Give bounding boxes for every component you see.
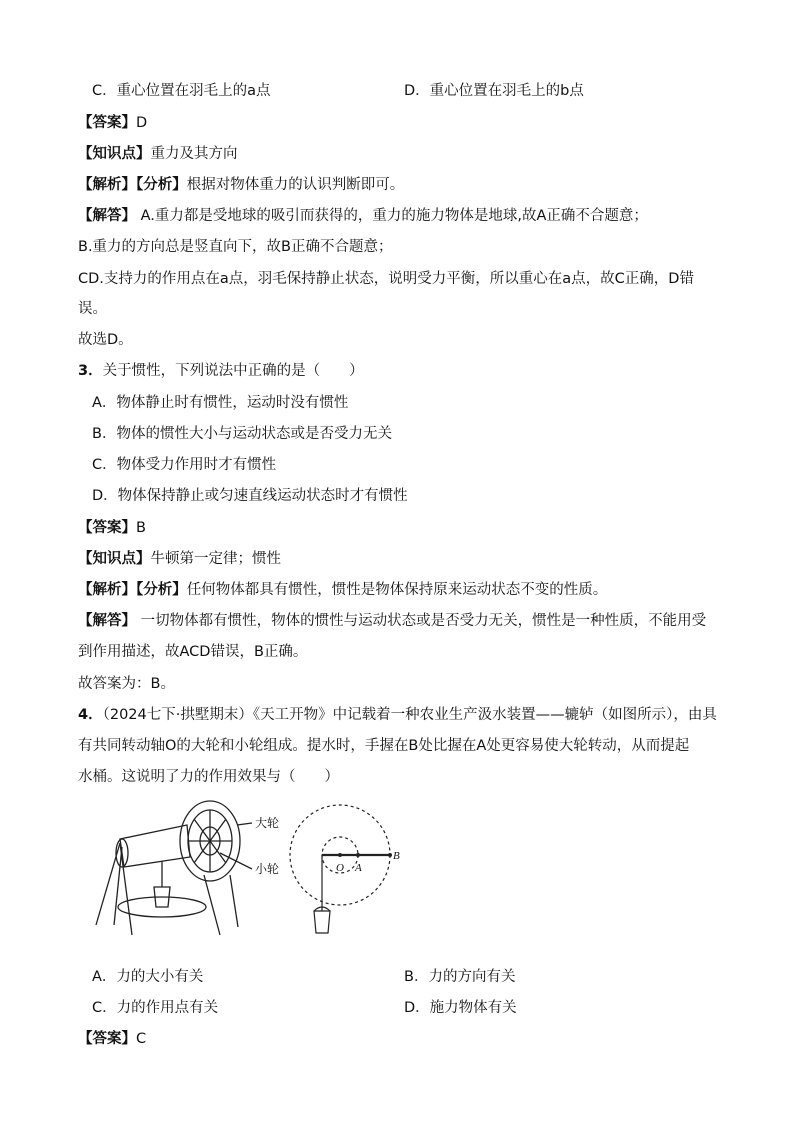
q2-solution-line-1 — [78, 205, 714, 227]
q2-option-c: C．重心位置在羽毛上的a点 — [92, 83, 271, 99]
q3-answer — [78, 517, 714, 539]
q4-stem-line-3: 水桶。这说明了力的作用效果与（ ） — [78, 769, 339, 785]
question-text: 关于惯性，下列说法中正确的是（ ） — [102, 363, 364, 379]
q2-conclusion: 故选D。 — [78, 332, 133, 348]
q2-answer — [78, 112, 714, 134]
solve-tag: 【解答】 — [78, 613, 136, 629]
q3-option-b: B．物体的惯性大小与运动状态或是否受力无关 — [92, 426, 392, 442]
question-number: 4． — [78, 707, 103, 723]
small-wheel-label: 小轮 — [255, 862, 280, 876]
answer-value: B — [136, 520, 146, 536]
q2-knowledge-point — [78, 143, 714, 165]
analysis-sub-tag: 【分析】 — [136, 177, 187, 193]
analysis-text: 根据对物体重力的认识判断即可。 — [186, 177, 405, 193]
analysis-sub-tag: 【分析】 — [136, 582, 187, 598]
q2-solution-line-2: B.重力的方向总是竖直向下，故B正确不合题意； — [78, 239, 393, 255]
answer-tag: 【答案】 — [78, 1031, 136, 1047]
solve-text: 一切物体都有惯性，物体的惯性与运动状态或是否受力无关，惯性是一种性质，不能用受 — [136, 613, 707, 629]
answer-value: C — [136, 1031, 147, 1047]
question-number: 3． — [78, 363, 103, 379]
point-o-label: O — [336, 862, 344, 874]
knowledge-tag: 【知识点】 — [78, 146, 151, 162]
q2-solution-line-4: 误。 — [78, 301, 107, 317]
q3-analysis — [78, 579, 714, 601]
q4-option-c: C．力的作用点有关 — [92, 1000, 219, 1016]
big-wheel-label: 大轮 — [255, 816, 280, 830]
analysis-tag: 【解析】 — [78, 177, 136, 193]
q3-option-a: A．物体静止时有惯性，运动时没有惯性 — [92, 395, 349, 411]
windlass-drawing — [96, 801, 252, 935]
solve-text: A.重力都是受地球的吸引而获得的，重力的施力物体是地球,故A正确不合题意； — [136, 208, 648, 224]
q2-option-d: D．重心位置在羽毛上的b点 — [404, 83, 584, 99]
q4-option-a: A．力的大小有关 — [92, 969, 204, 985]
q4-stem-line-2: 有共同转动轴O的大轮和小轮组成。提水时，手握在B处比握在A处更容易使大轮转动，从而提起 — [78, 738, 690, 754]
q4-option-d: D．施力物体有关 — [404, 1000, 517, 1016]
analysis-tag: 【解析】 — [78, 582, 136, 598]
q2-solution-line-3: CD.支持力的作用点在a点，羽毛保持静止状态，说明受力平衡，所以重心在a点，故C正确，D错 — [78, 271, 694, 287]
q3-stem — [78, 360, 714, 382]
question-text: （2024七下·拱墅期末）《天工开物》中记载着一种农业生产汲水装置——辘轳（如图所示），由具 — [102, 707, 717, 723]
answer-tag: 【答案】 — [78, 520, 136, 536]
answer-value: D — [136, 115, 148, 131]
answer-tag: 【答案】 — [78, 115, 136, 131]
q2-analysis — [78, 174, 714, 196]
q4-answer — [78, 1028, 714, 1050]
q3-option-c: C．物体受力作用时才有惯性 — [92, 457, 277, 473]
q3-option-d: D．物体保持静止或匀速直线运动状态时才有惯性 — [92, 488, 408, 504]
point-a-label: A — [355, 862, 362, 874]
q4-stem-line-1 — [78, 704, 717, 726]
q3-solution-line-1 — [78, 610, 714, 632]
analysis-text: 任何物体都具有惯性，惯性是物体保持原来运动状态不变的性质。 — [186, 582, 608, 598]
windlass-figure — [92, 795, 412, 955]
knowledge-tag: 【知识点】 — [78, 551, 151, 567]
knowledge-value: 重力及其方向 — [150, 146, 238, 162]
q3-conclusion: 故答案为：B。 — [78, 676, 175, 692]
q4-option-b: B．力的方向有关 — [404, 969, 516, 985]
q3-knowledge-point — [78, 548, 714, 570]
solve-tag: 【解答】 — [78, 208, 136, 224]
point-b-label: B — [393, 850, 400, 862]
knowledge-value: 牛顿第一定律；惯性 — [150, 551, 281, 567]
q3-solution-line-2: 到作用描述，故ACD错误，B正确。 — [78, 644, 308, 660]
